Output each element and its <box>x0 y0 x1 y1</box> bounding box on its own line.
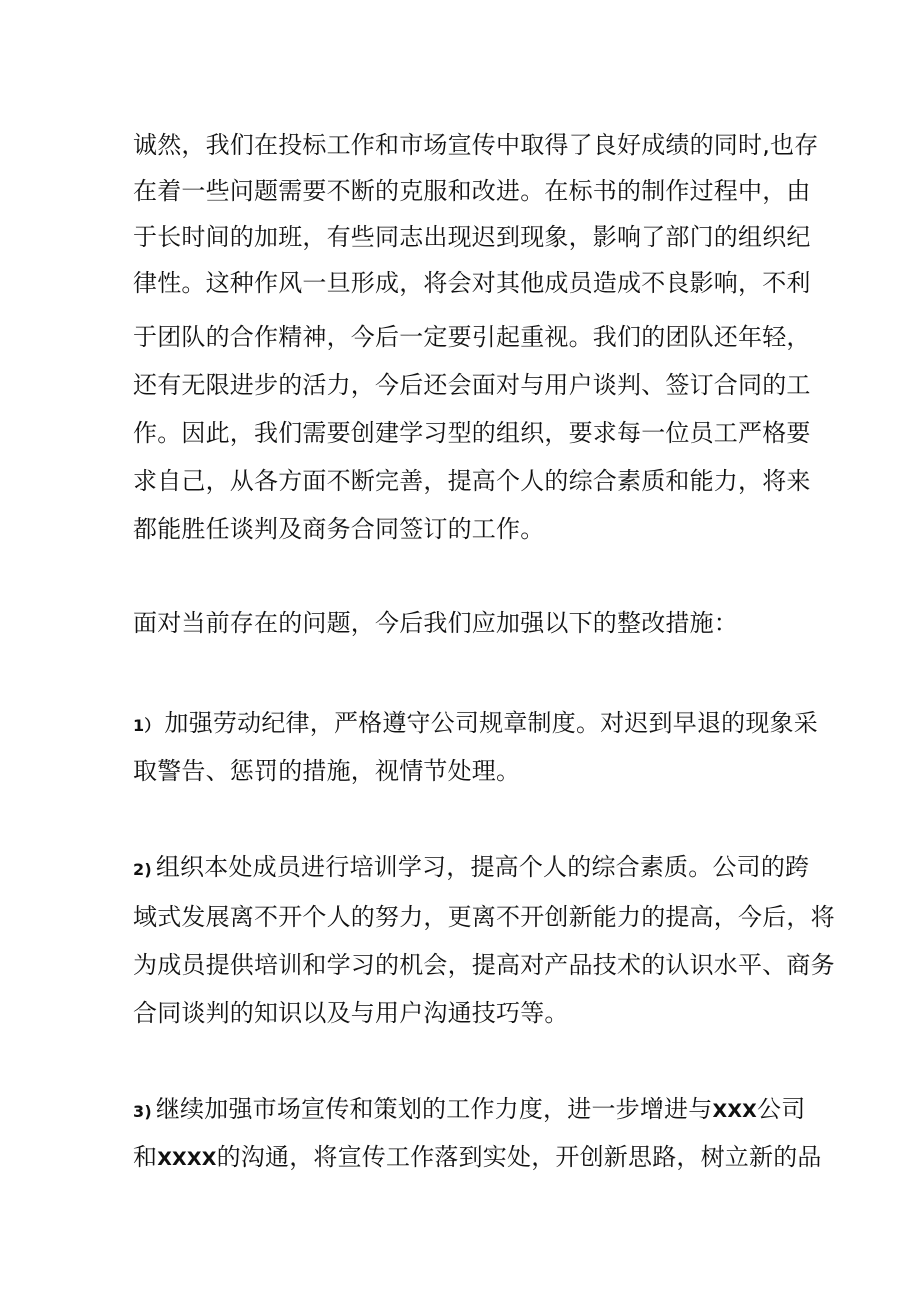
item-3-line-2 <box>133 1142 822 1174</box>
item-1-text-1: 加强劳动纪律，严格遵守公司规章制度。对迟到早退的现象采 <box>164 709 818 737</box>
paragraph-1-line-7: 作。因此，我们需要创建学习型的组织，要求每一位员工严格要 <box>133 419 811 447</box>
item-1-line-1 <box>133 708 818 741</box>
item-2-number: 2) <box>133 860 152 879</box>
item-1-number: 1） <box>133 716 161 735</box>
paragraph-1-line-9: 都能胜任谈判及商务合同签订的工作。 <box>133 515 545 543</box>
item-3-text-1b: 公司 <box>757 1095 806 1123</box>
paragraph-1-line-8: 求自己，从各方面不断完善，提高个人的综合素质和能力，将来 <box>133 467 811 495</box>
paragraph-1-line-4: 律性。这种作风一旦形成，将会对其他成员造成不良影响，不利 <box>133 269 811 297</box>
item-2-line-1 <box>133 852 809 885</box>
item-2-line-2: 域式发展离不开个人的努力，更离不开创新能力的提高，今后，将 <box>133 903 835 931</box>
item-3-company-placeholder-1: XXX <box>712 1100 758 1122</box>
item-1-line-2: 取警告、惩罚的措施，视情节处理。 <box>133 757 521 785</box>
item-2-line-4: 合同谈判的知识以及与用户沟通技巧等。 <box>133 999 569 1027</box>
paragraph-1-line-2: 在着一些问题需要不断的克服和改进。在标书的制作过程中，由 <box>133 177 811 205</box>
item-3-company-placeholder-2: XXXX <box>157 1148 217 1170</box>
paragraph-1-line-6: 还有无限进步的活力，今后还会面对与用户谈判、签订合同的工 <box>133 371 811 399</box>
item-2-text-1: 组织本处成员进行培训学习，提高个人的综合素质。公司的跨 <box>155 853 810 881</box>
paragraph-1-line-1: 诚然，我们在投标工作和市场宣传中取得了良好成绩的同时,也存 <box>133 131 819 159</box>
item-3-text-1a: 继续加强市场宣传和策划的工作力度，进一步增进与 <box>155 1095 713 1123</box>
paragraph-2-line-1: 面对当前存在的问题，今后我们应加强以下的整改措施： <box>133 609 738 637</box>
paragraph-1-line-5: 于团队的合作精神，今后一定要引起重视。我们的团队还年轻， <box>133 323 811 351</box>
item-3-number: 3) <box>133 1102 152 1121</box>
paragraph-1-line-3: 于长时间的加班，有些同志出现迟到现象，影响了部门的组织纪 <box>133 223 811 251</box>
item-3-text-2a: 和 <box>133 1143 158 1171</box>
item-3-text-2b: 的沟通，将宣传工作落到实处，开创新思路，树立新的品 <box>216 1143 822 1171</box>
item-2-line-3: 为成员提供培训和学习的机会，提高对产品技术的认识水平、商务 <box>133 951 835 979</box>
item-3-line-1 <box>133 1094 805 1127</box>
